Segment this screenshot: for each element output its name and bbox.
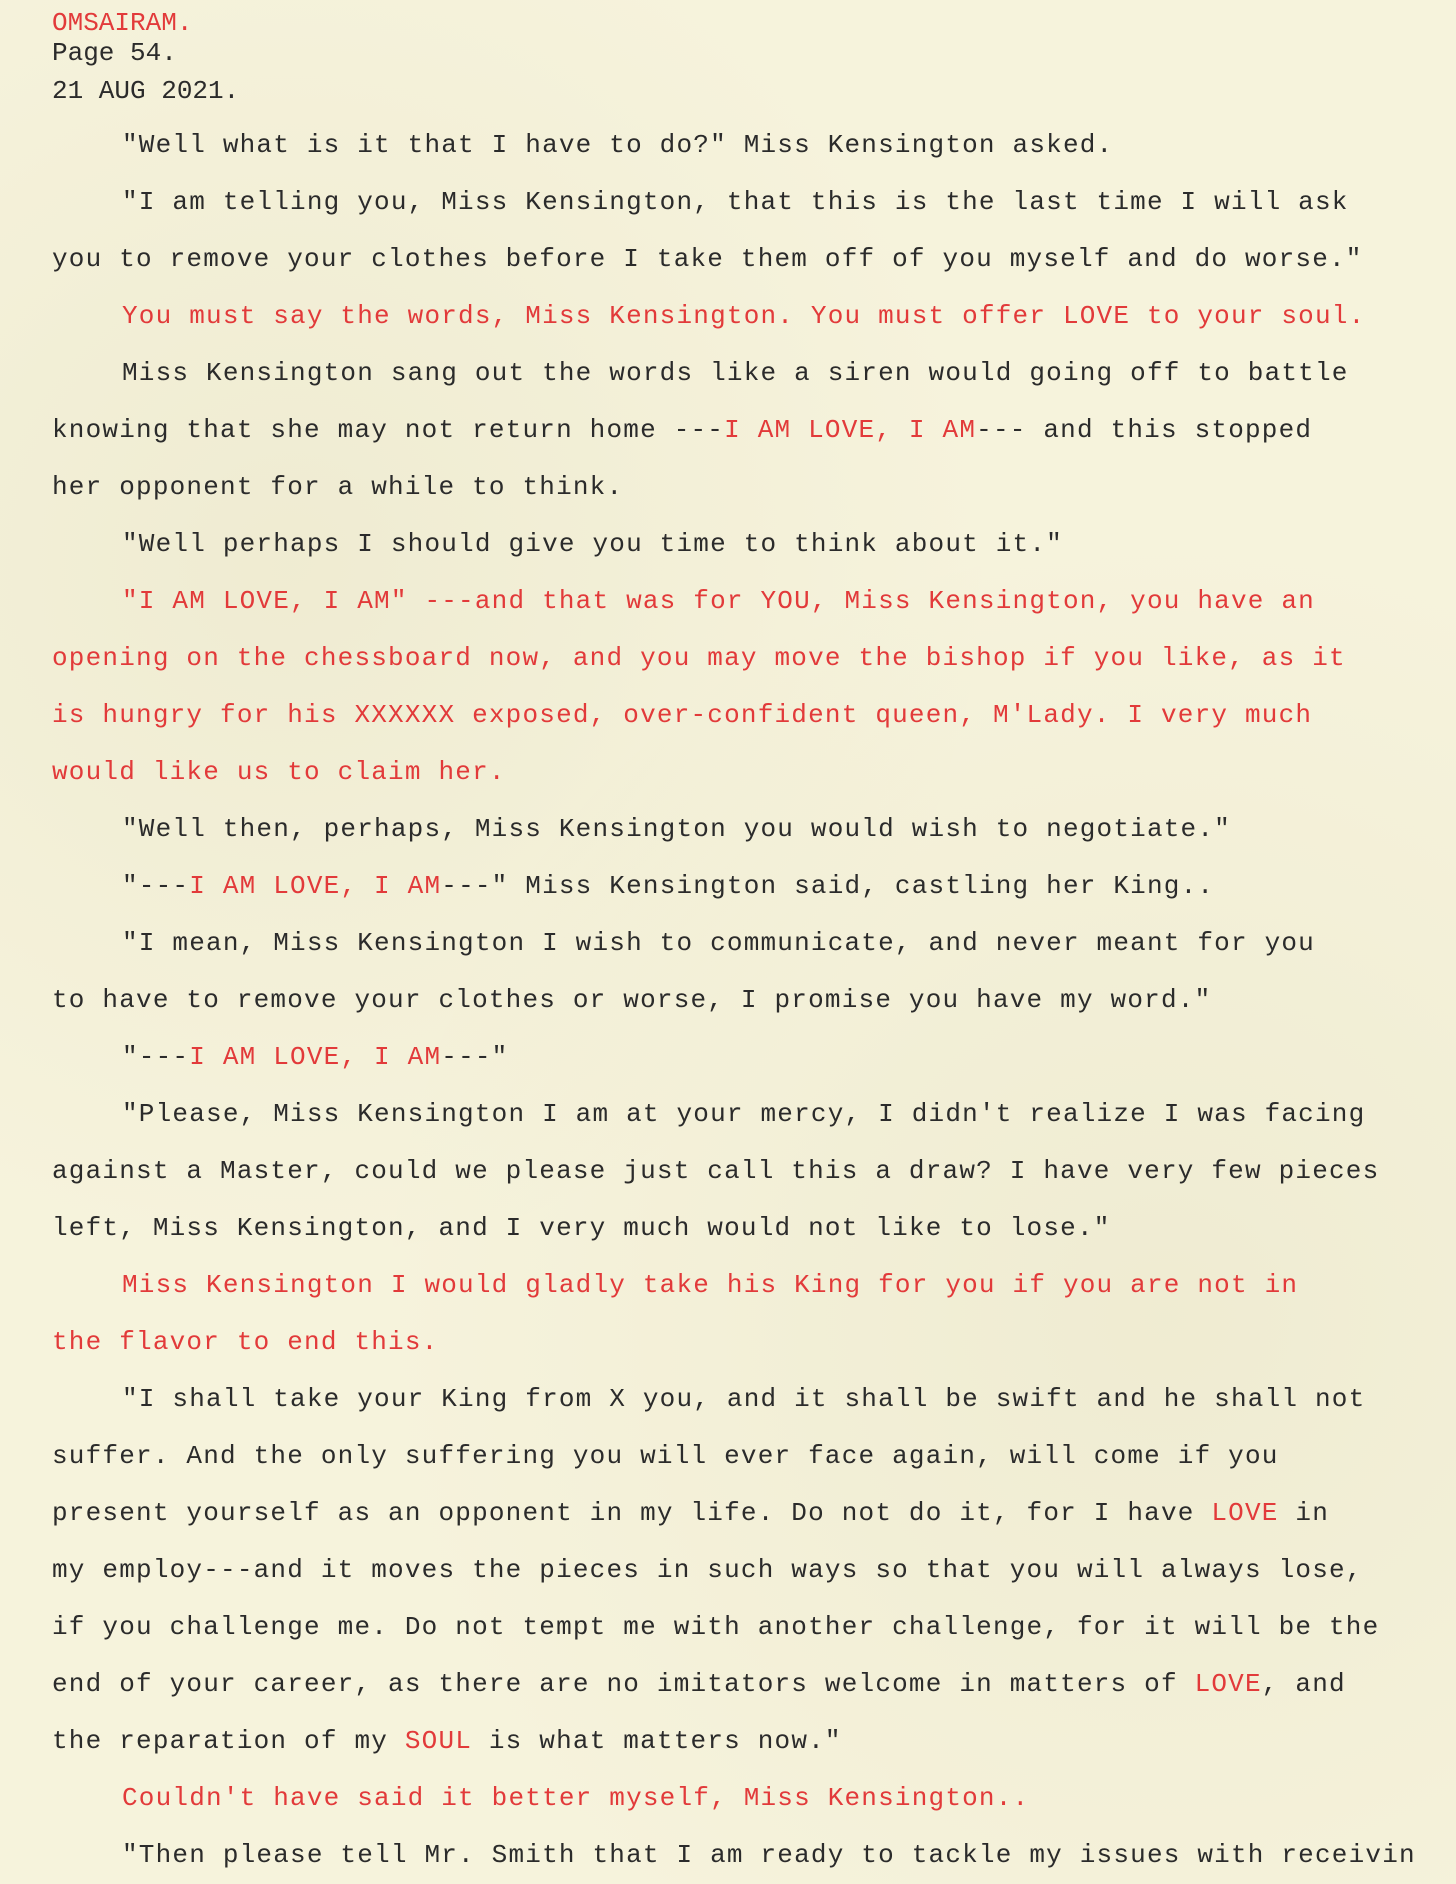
- text-line: [52, 1086, 1452, 1143]
- text-segment: left, Miss Kensington, and I very much would not like to lose.": [52, 1213, 1111, 1243]
- text-line: [52, 1257, 1452, 1314]
- red-text-segment: LOVE: [1211, 1498, 1279, 1528]
- text-line: [52, 117, 1452, 174]
- text-line: [52, 1200, 1452, 1257]
- text-line: [52, 288, 1452, 345]
- text-line: [52, 1542, 1452, 1599]
- red-text-segment: SOUL: [404, 1726, 473, 1756]
- text-line: [52, 174, 1452, 231]
- red-text-segment: I AM LOVE, I AM: [724, 415, 977, 445]
- text-line: [52, 630, 1452, 687]
- text-line: [52, 1029, 1452, 1086]
- text-segment: my employ---and it moves the pieces in such ways so that you will always lose,: [52, 1555, 1363, 1585]
- red-text-segment: "I AM LOVE, I AM" ---and that was for YOU, Miss Kensington, you have an: [122, 586, 1315, 616]
- text-line: [52, 1599, 1452, 1656]
- text-segment: is what matters now.": [472, 1726, 842, 1756]
- red-text-segment: You must say the words, Miss Kensington. You must offer LOVE to your soul.: [122, 301, 1366, 331]
- text-segment: "---: [122, 871, 190, 901]
- text-segment: to have to remove your clothes or worse, I promise you have my word.": [52, 985, 1212, 1015]
- text-line: [52, 1713, 1452, 1770]
- red-text-segment: Couldn't have said it better myself, Miss Kensington..: [122, 1783, 1030, 1813]
- text-line: [52, 858, 1452, 915]
- text-line: [52, 231, 1452, 288]
- text-segment: "Then please tell Mr. Smith that I am ready to tackle my issues with receivin: [122, 1840, 1416, 1870]
- text-line: [52, 972, 1452, 1029]
- text-line: [52, 1314, 1452, 1371]
- page-number: Page 54.: [52, 38, 177, 68]
- red-text-segment: LOVE: [1194, 1669, 1262, 1699]
- text-segment: "Well perhaps I should give you time to think about it.": [122, 529, 1063, 559]
- text-line: [52, 1371, 1452, 1428]
- red-text-segment: I AM LOVE, I AM: [189, 1042, 442, 1072]
- text-segment: her opponent for a while to think.: [52, 472, 624, 502]
- red-text-segment: would like us to claim her.: [52, 757, 506, 787]
- text-line: [52, 573, 1452, 630]
- text-segment: present yourself as an opponent in my life. Do not do it, for I have: [52, 1498, 1212, 1528]
- text-line: [52, 402, 1452, 459]
- red-text-segment: is hungry for his XXXXXX exposed, over-confident queen, M'Lady. I very much: [52, 700, 1313, 730]
- red-text-segment: opening on the chessboard now, and you may move the bishop if you like, as it: [52, 643, 1346, 673]
- text-segment: knowing that she may not return home ---: [52, 415, 725, 445]
- text-segment: the reparation of my: [52, 1726, 405, 1756]
- text-segment: you to remove your clothes before I take them off of you myself and do worse.": [52, 244, 1363, 274]
- page-date: 21 AUG 2021.: [52, 76, 240, 106]
- text-line: [52, 1656, 1452, 1713]
- text-segment: "I shall take your King from X you, and it shall be swift and he shall not: [122, 1384, 1366, 1414]
- text-segment: ---": [441, 1042, 509, 1072]
- text-line: [52, 915, 1452, 972]
- text-segment: "I mean, Miss Kensington I wish to communicate, and never meant for you: [122, 928, 1315, 958]
- text-segment: "Well then, perhaps, Miss Kensington you would wish to negotiate.": [122, 814, 1231, 844]
- text-line: [52, 687, 1452, 744]
- text-line: [52, 744, 1452, 801]
- text-line: [52, 345, 1452, 402]
- text-line: [52, 516, 1452, 573]
- text-segment: end of your career, as there are no imitators welcome in matters of: [52, 1669, 1195, 1699]
- text-segment: "I am telling you, Miss Kensington, that this is the last time I will ask: [122, 187, 1349, 217]
- text-segment: against a Master, could we please just call this a draw? I have very few pieces: [52, 1156, 1380, 1186]
- red-text-segment: Miss Kensington I would gladly take his King for you if you are not in: [122, 1270, 1299, 1300]
- text-segment: ---" Miss Kensington said, castling her King..: [441, 871, 1215, 901]
- text-segment: "Well what is it that I have to do?" Miss Kensington asked.: [122, 130, 1114, 160]
- text-line: [52, 1485, 1452, 1542]
- red-text-segment: I AM LOVE, I AM: [189, 871, 442, 901]
- text-line: [52, 459, 1452, 516]
- text-segment: "Please, Miss Kensington I am at your mercy, I didn't realize I was facing: [122, 1099, 1366, 1129]
- text-segment: in: [1278, 1498, 1330, 1528]
- text-line: [52, 1770, 1452, 1827]
- red-text-segment: the flavor to end this.: [52, 1327, 439, 1357]
- header-marker: OMSAIRAM.: [52, 8, 193, 38]
- text-segment: suffer. And the only suffering you will ever face again, will come if you: [52, 1441, 1279, 1471]
- text-segment: , and: [1261, 1669, 1346, 1699]
- text-segment: --- and this stopped: [976, 415, 1313, 445]
- manuscript-body: [52, 117, 1452, 1884]
- text-segment: if you challenge me. Do not tempt me with another challenge, for it will be the: [52, 1612, 1380, 1642]
- text-line: [52, 1827, 1452, 1884]
- text-line: [52, 801, 1452, 858]
- text-line: [52, 1428, 1452, 1485]
- text-segment: "---: [122, 1042, 190, 1072]
- text-segment: Miss Kensington sang out the words like a siren would going off to battle: [122, 358, 1349, 388]
- text-line: [52, 1143, 1452, 1200]
